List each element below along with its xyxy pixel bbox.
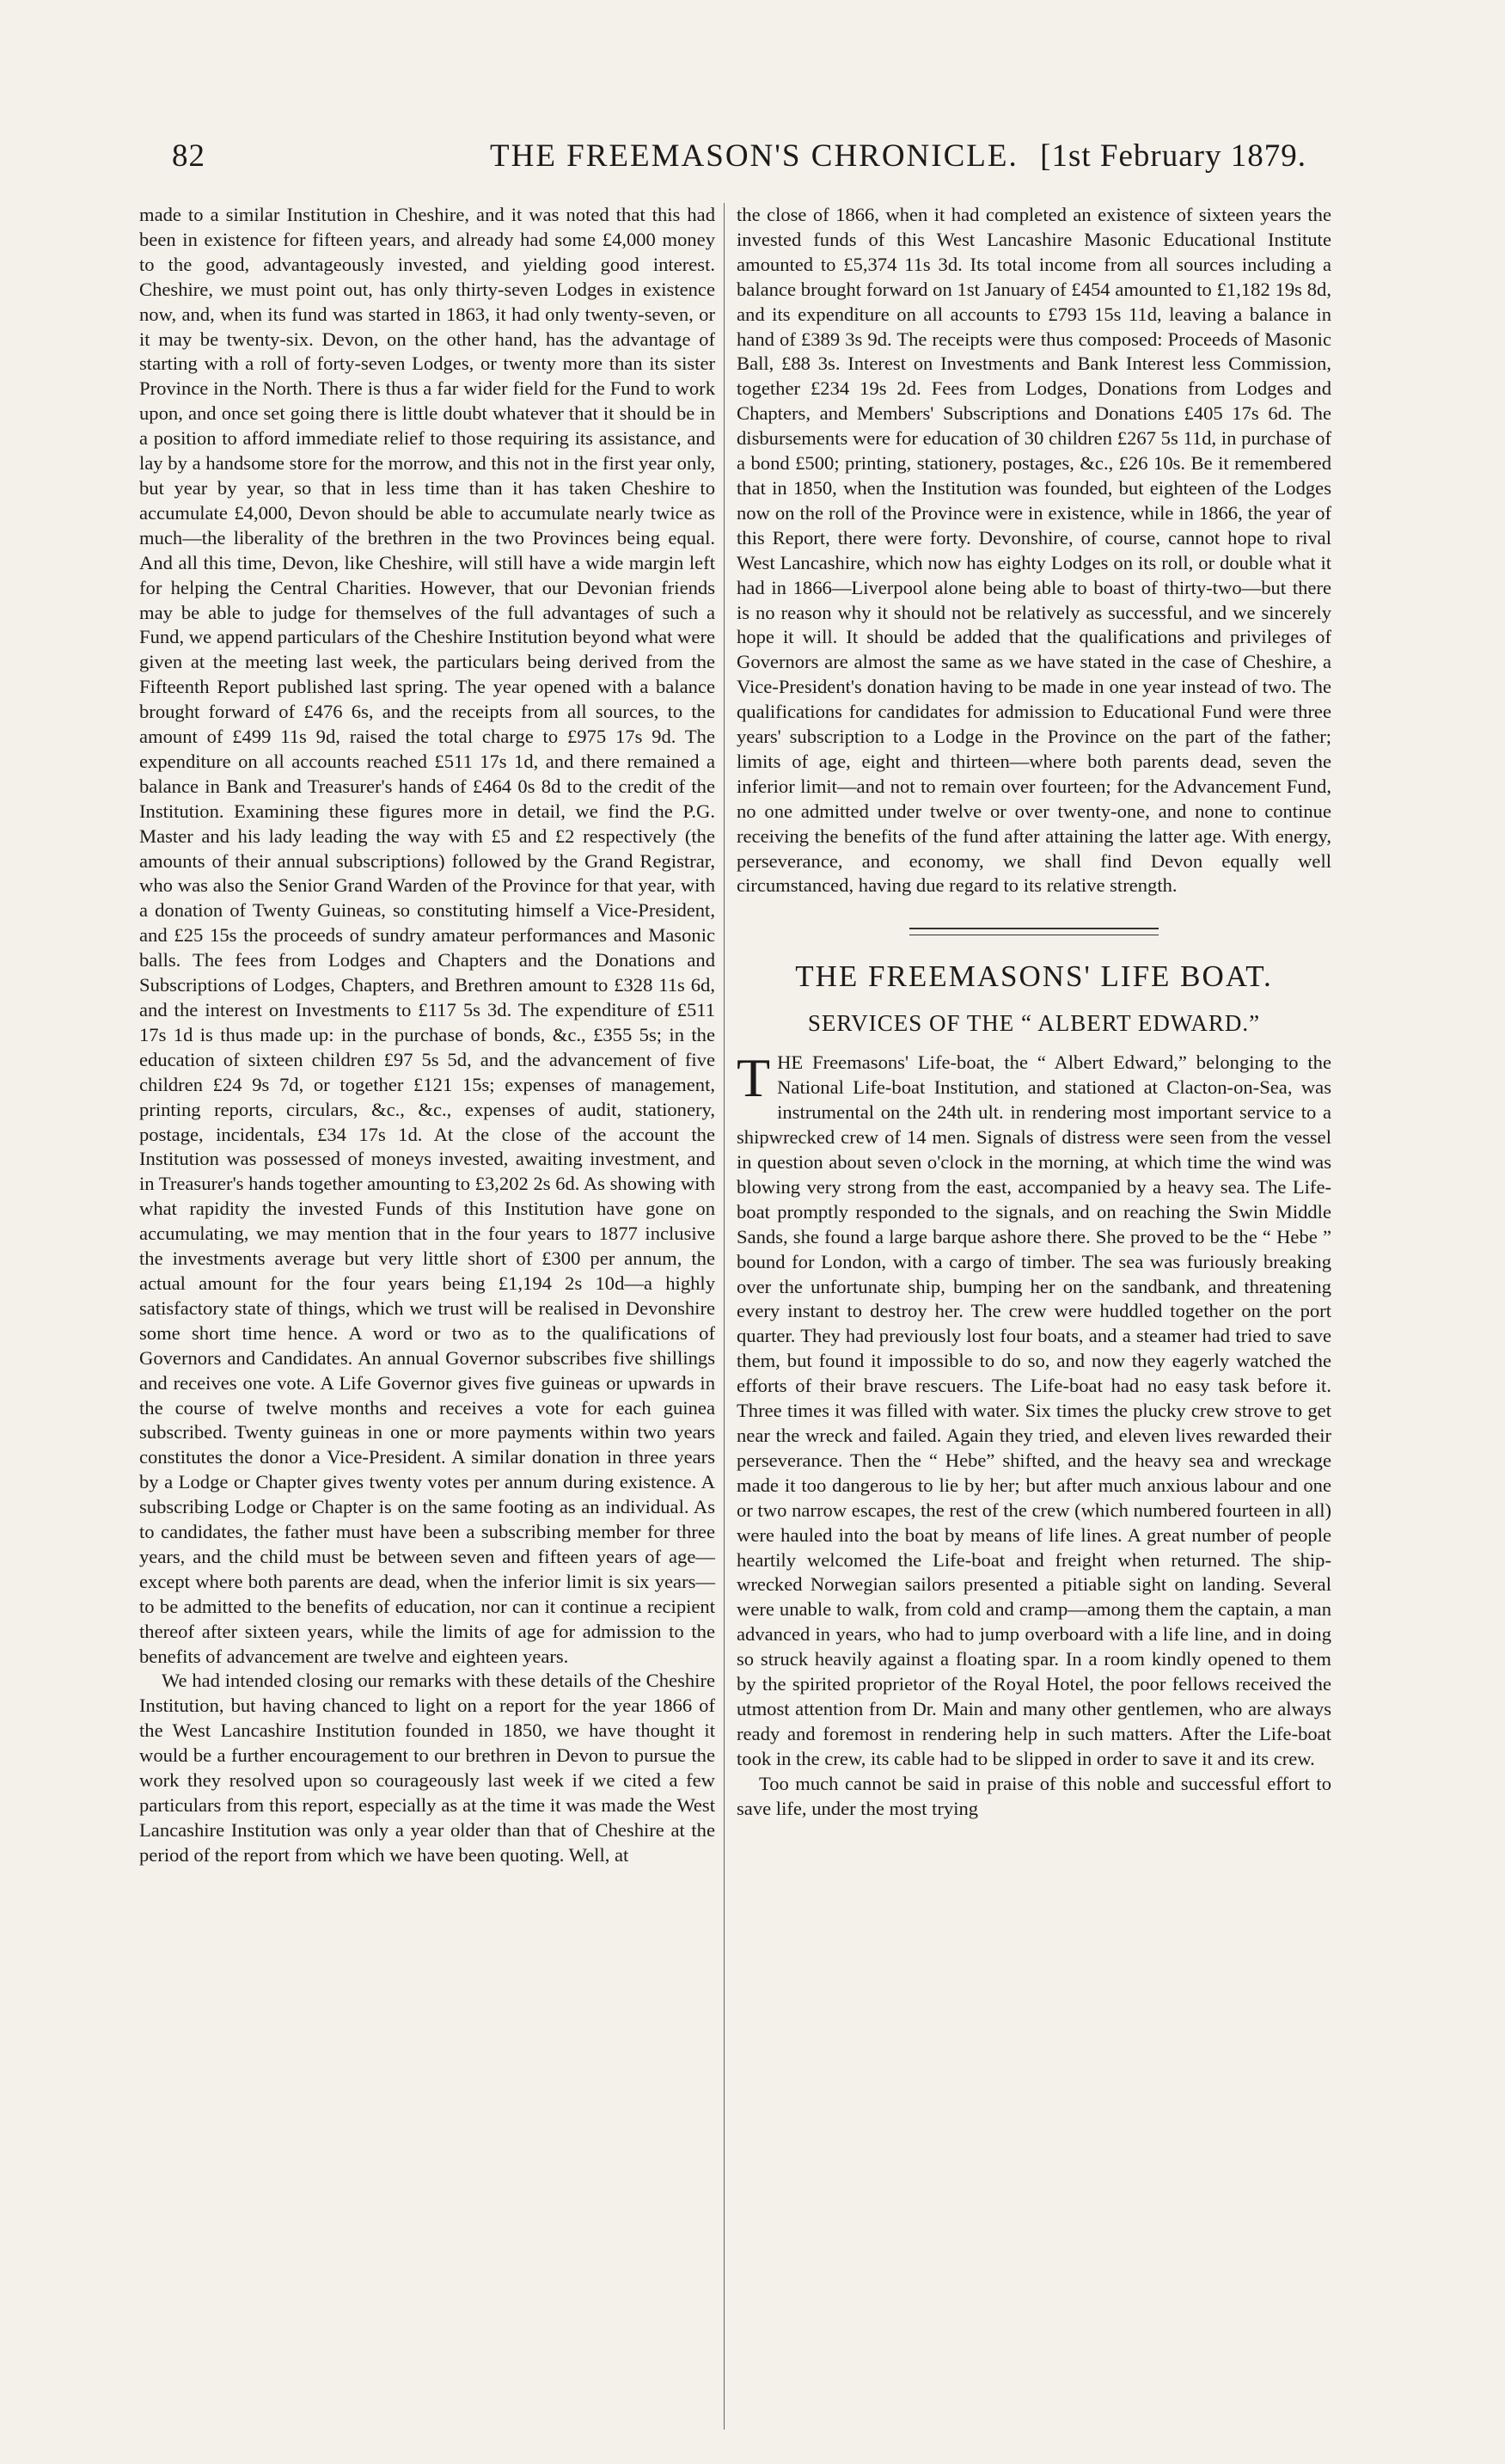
section-rule <box>737 928 1331 935</box>
column-divider <box>724 203 725 2430</box>
page-header <box>163 138 1306 179</box>
issue-date: [1st February 1879. <box>1040 138 1306 174</box>
left-column <box>139 203 715 1868</box>
paragraph: We had intended closing our remarks with these details of the Cheshire Institution, but having chanced to light on a report for the year 1866 of the West Lancashire Institution founded in 1850, we have thought it would be a further encouragement to our brethren in Devon to pursue the work they resolved upon so courageously last week if we cited a few particulars from this report, especially as at the time it was made the West Lancashire Institution was only a year older than that of Cheshire at the period of the report from which we have been quoting. Well, at <box>139 1670 715 1866</box>
article-subtitle: SERVICES OF THE “ ALBERT EDWARD.” <box>807 1010 1261 1037</box>
article-paragraph: Too much cannot be said in praise of this noble and successful effort to save life, under the most trying <box>737 1772 1331 1819</box>
paragraph: the close of 1866, when it had completed an existence of sixteen years the invested funds of this West Lancashire Masonic Educational Institute amounted to £5,374 11s 3d. Its total income from all sources including a balance brought forward on 1st January of £454 amounted to £1,182 19s 8d, and its expenditure on all accounts to £793 15s 11d, leaving a balance in hand of £389 3s 9d. The receipts were thus composed: Proceeds of Masonic Ball, £88 3s. Interest on Investments and Bank Interest less Commission, together £234 19s 2d. Fees from Lodges, Donations from Lodges and Chapters, and Members' Subscriptions and Donations £405 17s 6d. The disbursements were for education of 30 children £267 5s 11d, in purchase of a bond £500; printing, stationery, postages, &c., £26 10s. Be it remembered that in 1850, when the Institution was founded, but eighteen of the Lodges now on the roll of the Province were in existence, while in 1866, the year of this Report, there were forty. Devonshire, of course, cannot hope to rival West Lancashire, which now has eighty Lodges on its roll, or double what it had in 1866—Liverpool alone being able to boast of thirty-two—but there is no reason why it should not be relatively as successful, and we sincerely hope it will. It should be added that the qualifications and privileges of Governors are almost the same as we have stated in the case of Cheshire, a Vice-President's donation having to be made in one year instead of two. The qualifications for candidates for admission to Educational Fund were three years' subscription to a Lodge in the Province on the part of the father; limits of age, eight and thirteen—where both parents dead, seven the inferior limit—and not to remain over fourteen; for the Advancement Fund, no one admitted under twelve or over twenty-one, and none to continue receiving the benefits of the fund after attaining the latter age. With energy, perseverance, and economy, we shall find Devon equally well circumstanced, having due regard to its relative strength. <box>737 204 1331 897</box>
right-column <box>737 203 1331 1821</box>
publication-title: THE FREEMASON'S CHRONICLE. <box>490 138 1019 174</box>
article-paragraph <box>737 1047 1331 1771</box>
drop-cap: T <box>737 1047 771 1109</box>
page-number: 82 <box>172 138 205 174</box>
paragraph: made to a similar Institution in Cheshire, and it was noted that this had been in existence for fifteen years, and already had some £4,000 money to the good, advantageously invested, and yielding good interest. Cheshire, we must point out, has only thirty-seven Lodges in existence now, and, when its fund was started in 1863, it had only twenty-seven, or it may be twenty-six. Devon, on the other hand, has the advantage of starting with a roll of forty-seven Lodges, or twenty more than its sister Province in the North. There is thus a far wider field for the Fund to work upon, and once set going there is little doubt whatever that it should be in a position to afford immediate relief to those requiring its assistance, and lay by a handsome store for the morrow, and this not in the first year only, but year by year, so that in less time than it has taken Cheshire to accumulate £4,000, Devon should be able to accumulate nearly twice as much—the liberality of the brethren in the two Provinces being equal. And all this time, Devon, like Cheshire, will still have a wide margin left for helping the Central Charities. However, that our Devonian friends may be able to judge for themselves of the full advantages of such a Fund, we append particulars of the Cheshire Institution beyond what were given at the meeting last week, the particulars being derived from the Fifteenth Report published last spring. The year opened with a balance brought forward of £476 6s, and the receipts from all sources, to the amount of £499 11s 9d, raised the total charge to £975 17s 9d. The expenditure on all accounts reached £511 17s 1d, and there remained a balance in Bank and Treasurer's hands of £464 0s 8d to the credit of the Institution. Examining these figures more in detail, we find the P.G. Master and his lady leading the way with £5 and £2 respectively (the amounts of their annual subscriptions) followed by the Grand Registrar, who was also the Senior Grand Warden of the Province for that year, with a donation of Twenty Guineas, so constituting himself a Vice-President, and £25 15s the proceeds of sundry amateur performances and Masonic balls. The fees from Lodges and Chapters and the Donations and Subscriptions of Lodges, Chapters, and Brethren amount to £328 11s 6d, and the interest on Investments to £117 5s 3d. The expenditure of £511 17s 1d is thus made up: in the purchase of bonds, &c., £355 5s; in the education of sixteen children £97 5s 5d, and the advancement of five children £24 9s 7d, or together £121 15s; expenses of management, printing reports, circulars, &c., &c., expenses of audit, stationery, postage, incidentals, £34 17s 1d. At the close of the account the Institution was possessed of moneys invested, awaiting investment, and in Treasurer's hands together amounting to £3,202 2s 6d. As showing with what rapidity the invested Funds of this Institution have gone on accumulating, we may mention that in the four years to 1877 inclusive the investments average but very little short of £300 per annum, the actual amount for the four years being £1,194 2s 10d—a highly satisfactory state of things, which we trust will be realised in Devonshire some short time hence. A word or two as to the qualifications of Governors and Candidates. An annual Governor subscribes five shillings and receives one vote. A Life Governor gives five guineas or upwards in the course of twelve months and receives a vote for each guinea subscribed. Twenty guineas in one or more payments within two years constitutes the donor a Vice-President. A similar donation in three years by a Lodge or Chapter gives twenty votes per annum during existence. A subscribing Lodge or Chapter is on the same footing as an individual. As to candidates, the father must have been a subscribing member for three years, and the child must be between seven and fifteen years of age—except where both parents are dead, when the inferior limit is six years—to be admitted to the benefits of education, nor can it continue a recipient thereof after sixteen years, while the limits of age for admission to the benefits of advancement are twelve and eighteen years. <box>139 204 715 1667</box>
article-title: THE FREEMASONS' LIFE BOAT. <box>795 959 1273 994</box>
article-text: HE Freemasons' Life-boat, the “ Albert Edward,” belonging to the National Life-boat Institution, and stationed at Clacton-on-Sea, was instrumental on the 24th ult. in rendering most important service to a shipwrecked crew of 14 men. Signals of distress were seen from the vessel in question about seven o'clock in the morning, at which time the wind was blowing very strong from the east, accompanied by a heavy sea. The Life-boat promptly responded to the signals, and on reaching the Swin Middle Sands, she found a large barque ashore there. She proved to be the “ Hebe ” bound for London, with a cargo of timber. The sea was furiously breaking over the unfortunate ship, bumping her on the sandbank, and threatening every instant to destroy her. The crew were huddled together on the port quarter. They had previously lost four boats, and a steamer had tried to save them, but found it impossible to do so, and now they eagerly watched the efforts of their brave rescuers. The Life-boat had no easy task before it. Three times it was filled with water. Six times the plucky crew strove to get near the wreck and failed. Again they tried, and eleven lives rewarded their perseverance. Then the “ Hebe” shifted, and the heavy sea and wreckage made it too dangerous to lie by her; but after much anxious labour and one or two narrow escapes, the rest of the crew (which numbered fourteen in all) were hauled into the boat by means of life lines. A great number of people heartily welcomed the Life-boat and freight when returned. The ship-wrecked Norwegian sailors presented a pitiable sight on landing. Several were unable to walk, from cold and cramp—among them the captain, a man advanced in years, who had to jump overboard with a life line, and in doing so struck heavily against a floating spar. In a room kindly opened to them by the spirited proprietor of the Royal Hotel, the poor fellows received the utmost attention from Dr. Main and many other gentlemen, who are always ready and foremost in rendering help in such matters. After the Life-boat took in the crew, its cable had to be slipped in order to save it and its crew. <box>737 1051 1331 1769</box>
